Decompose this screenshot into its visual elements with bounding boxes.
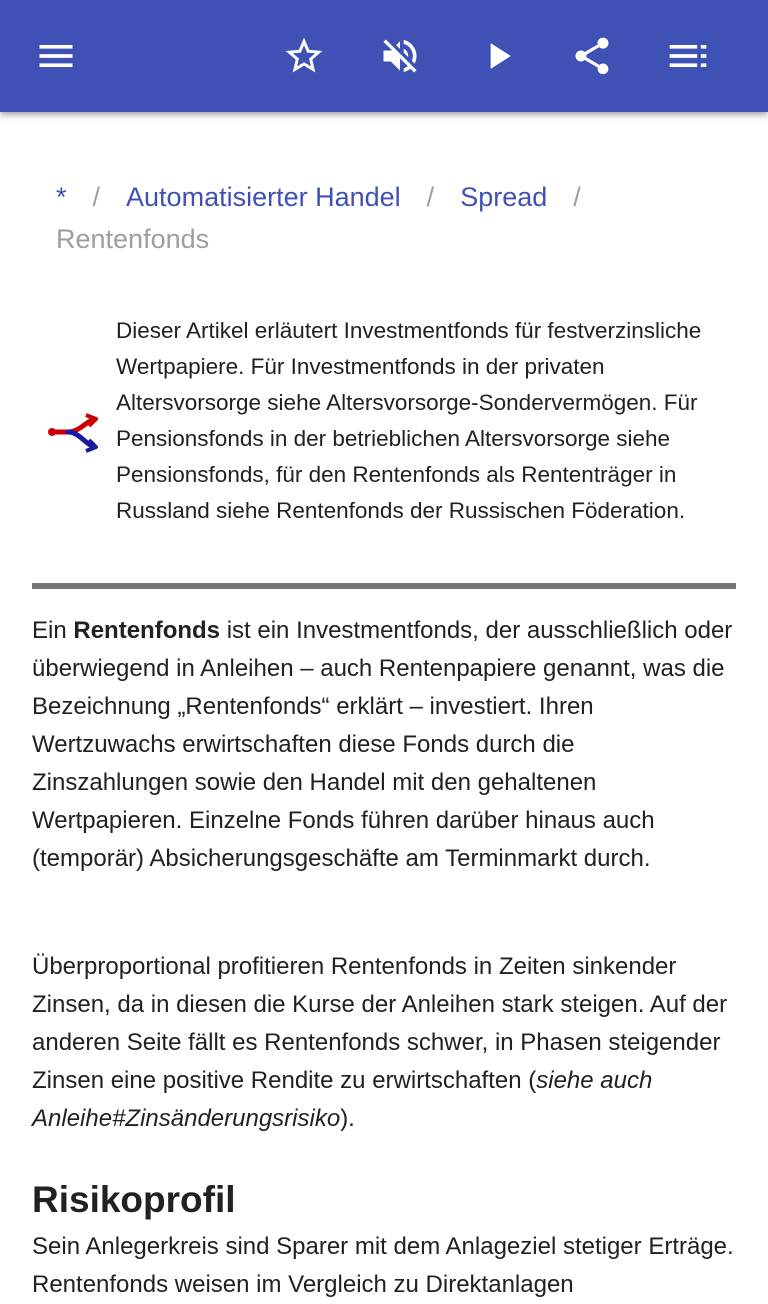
volume-off-icon — [378, 34, 422, 78]
interest-end: ). — [340, 1105, 355, 1132]
intro-bold-term: Rentenfonds — [73, 617, 221, 644]
section-heading-risikoprofil: Risikoprofil — [32, 1179, 236, 1220]
intro-rest: ist ein Investmentfonds, der ausschließlich oder überwiegend in Anleihen – auch Rentenpapiere genannt, was die Bezeichnung „Rentenfonds“ erklärt – investiert. Ihren Wertzuwachs erwirtschaften diese Fonds durch die Zinszahlungen sowie den Handel mit den gehaltenen Wertpapieren. Einzelne Fonds führen darüber hinaus auch (temporär) Absicherungsgeschäfte am Terminmarkt durch. — [32, 617, 733, 872]
breadcrumb-current: Rentenfonds — [56, 224, 210, 254]
menu-icon — [34, 34, 78, 78]
hatnote-text: Dieser Artikel erläutert Investmentfonds für festverzinsliche Wertpapiere. Für Investmentfonds in der privaten Altersvorsorge siehe Altersvorsorge-Sondervermögen. Für Pensionsfonds in der betrieblichen Altersvorsorge siehe Pensionsfonds, für den Rentenfonds als Rententräger in Russland siehe Rentenfonds der Russischen Föderation. — [116, 318, 702, 523]
breadcrumb-root-link[interactable]: * — [56, 182, 67, 212]
share-icon — [570, 34, 614, 78]
disambiguation-arrows-icon — [46, 412, 100, 456]
paragraph-risk: Sein Anlegerkreis sind Sparer mit dem Anlageziel stetiger Erträge. Rentenfonds weisen im Vergleich zu Direktanlagen — [32, 1233, 734, 1298]
disambiguation-hatnote — [32, 312, 736, 582]
play-icon — [476, 34, 520, 78]
paragraph-intro — [32, 612, 736, 878]
breadcrumb — [56, 176, 736, 260]
mute-button[interactable] — [372, 28, 428, 84]
contents-button[interactable] — [660, 28, 716, 84]
breadcrumb-separator: / — [573, 182, 581, 212]
section-divider — [32, 583, 736, 589]
star-outline-icon — [282, 34, 326, 78]
breadcrumb-separator: / — [92, 182, 101, 212]
breadcrumb-separator: / — [426, 182, 435, 212]
see-also-link[interactable]: siehe auch Anleihe#Zinsänderungsrisiko — [32, 1067, 653, 1132]
paragraph-interest — [32, 948, 736, 1138]
share-button[interactable] — [564, 28, 620, 84]
favorite-button[interactable] — [276, 28, 332, 84]
breadcrumb-link-automatisierter-handel[interactable]: Automatisierter Handel — [126, 182, 401, 212]
playlist-icon — [666, 34, 710, 78]
menu-button[interactable] — [28, 28, 84, 84]
app-toolbar — [0, 0, 768, 112]
interest-text: Überproportional profitieren Rentenfonds in Zeiten sinkender Zinsen, da in diesen die Kurse der Anleihen stark steigen. Auf der anderen Seite fällt es Rentenfonds schwer, in Phasen steigender Zinsen eine positive Rendite zu erwirtschaften ( — [32, 953, 728, 1094]
play-button[interactable] — [470, 28, 526, 84]
breadcrumb-link-spread[interactable]: Spread — [460, 182, 548, 212]
intro-prefix: Ein — [32, 617, 74, 644]
